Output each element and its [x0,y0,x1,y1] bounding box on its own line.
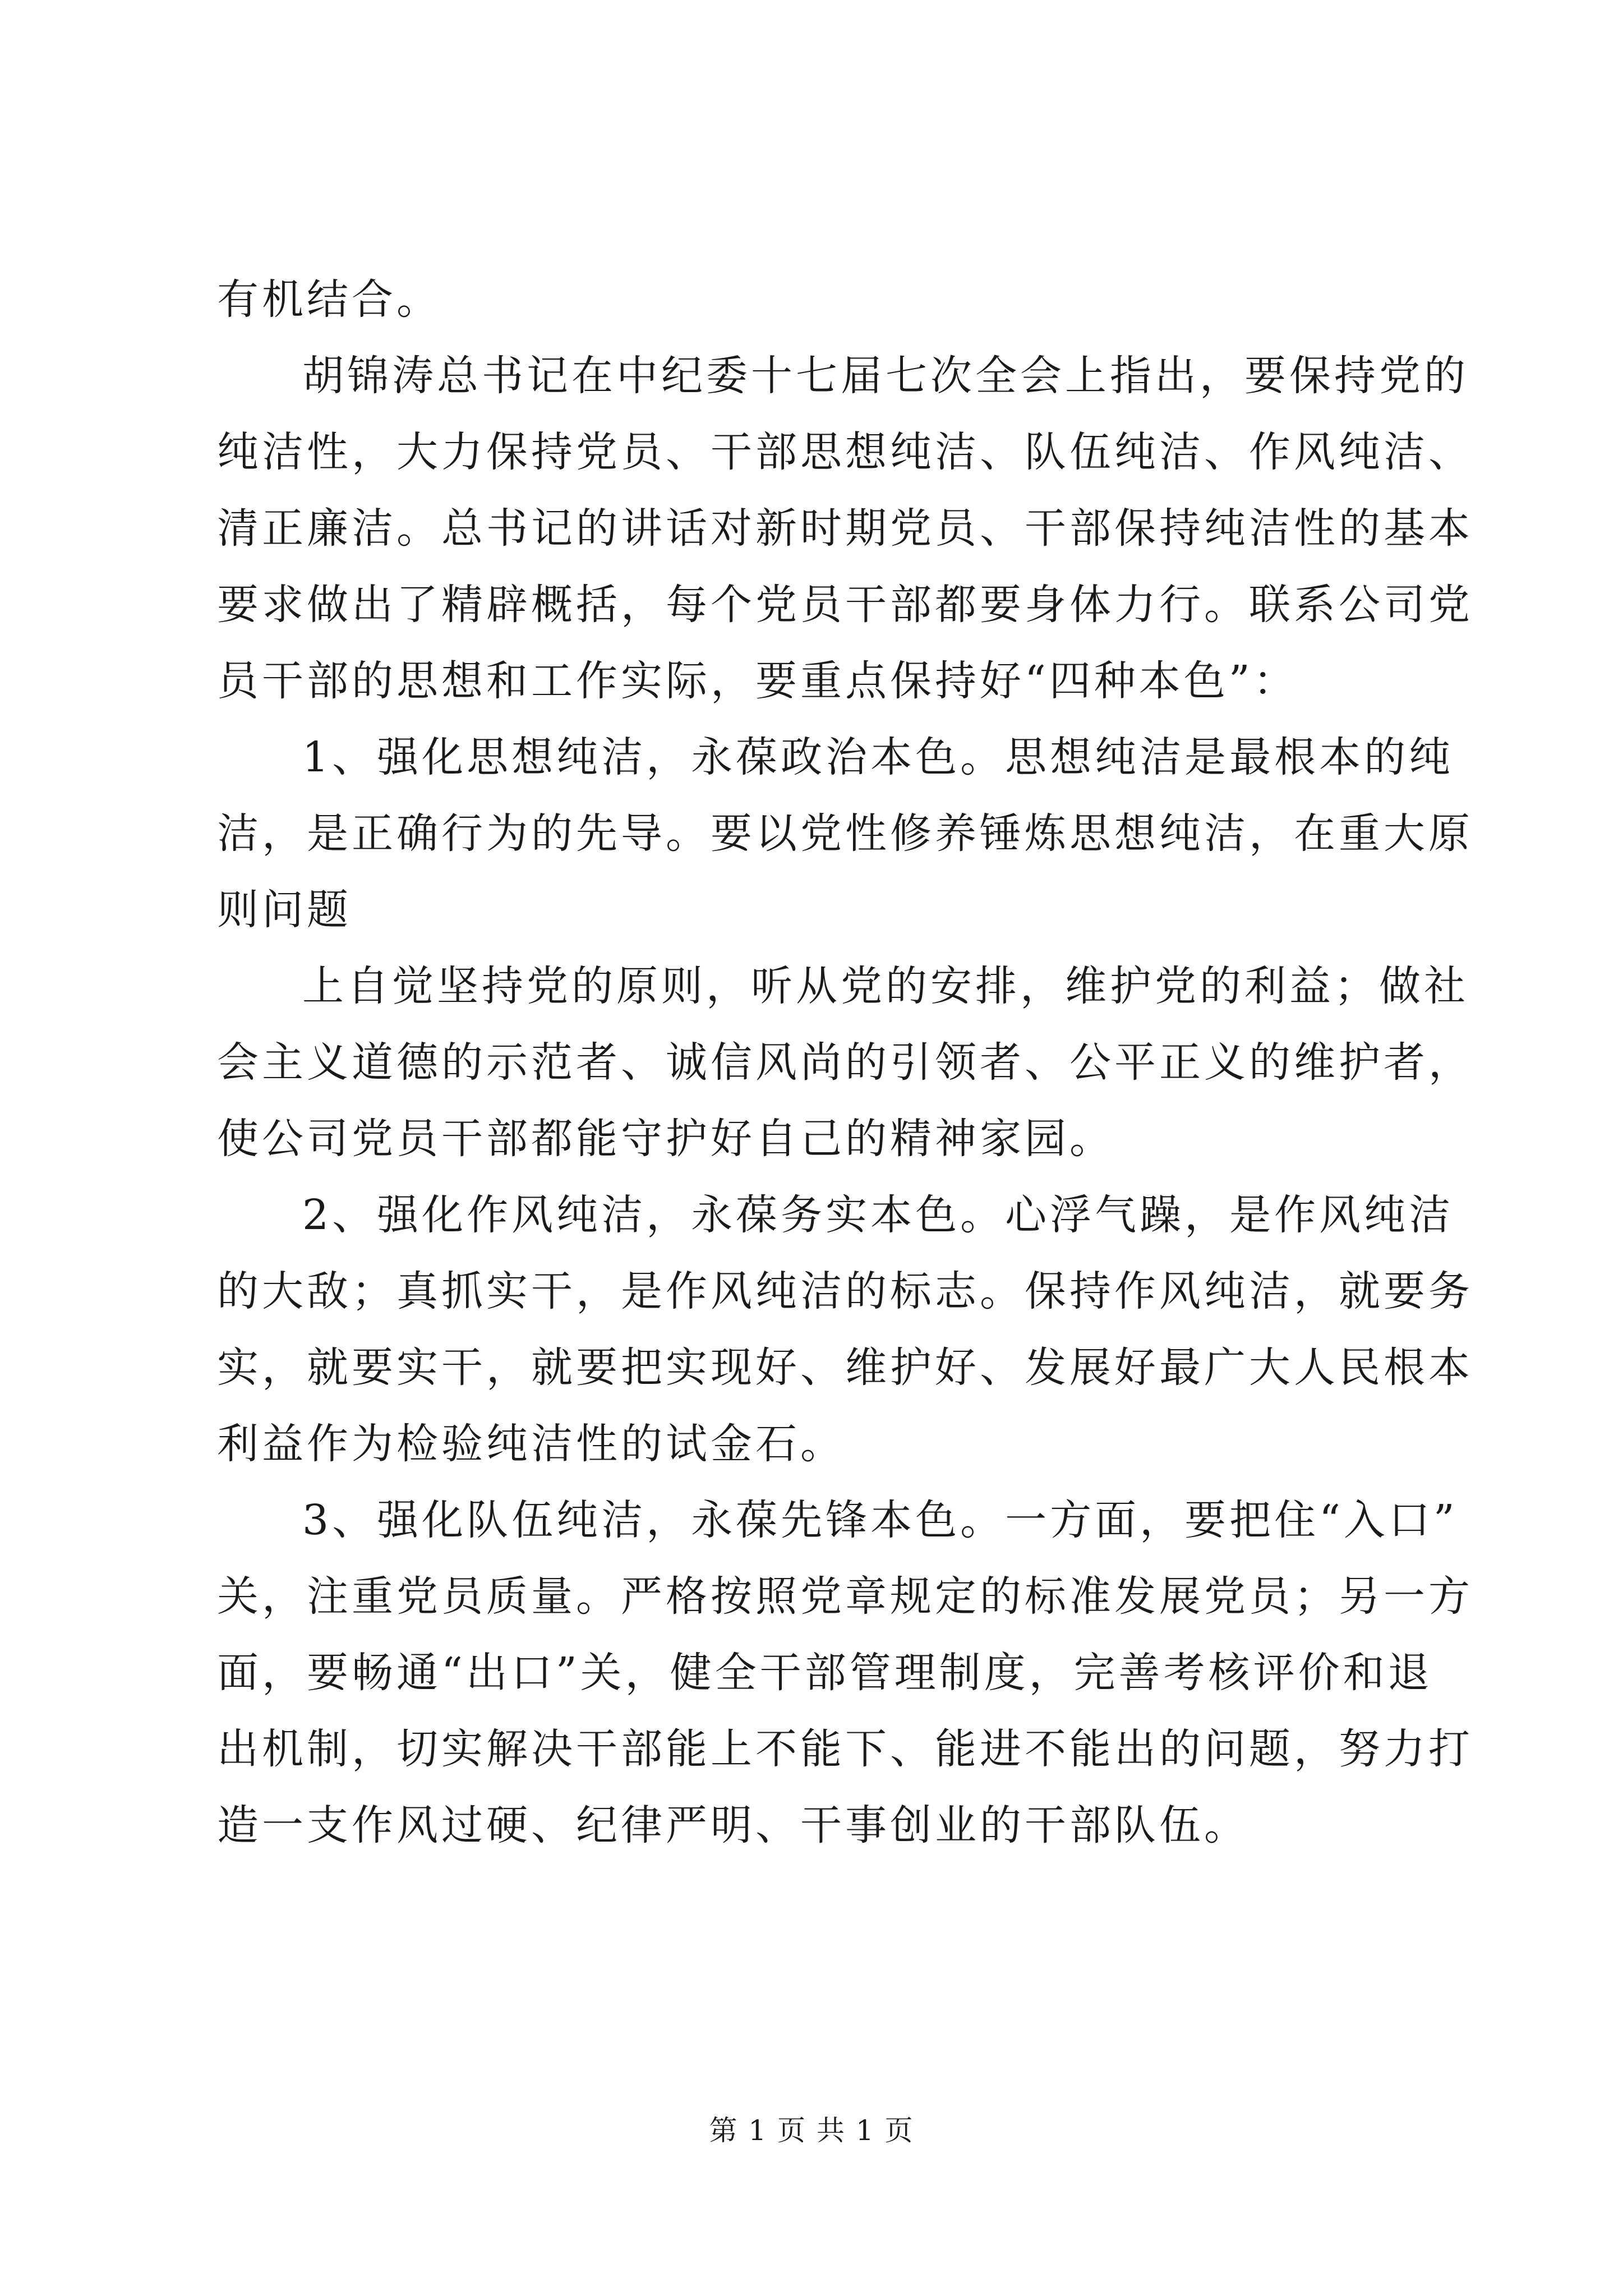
text-line: 员干部的思想和工作实际，要重点保持好“四种本色”： [217,657,1298,705]
text-line: 1、强化思想纯洁，永葆政治本色。思想纯洁是最根本的纯 [302,733,1454,781]
text-line: 使公司党员干部都能守护好自己的精神家园。 [217,1115,1114,1163]
text-line: 要求做出了精辟概括，每个党员干部都要身体力行。联系公司党 [217,581,1473,629]
text-line: 利益作为检验纯洁性的试金石。 [217,1420,845,1468]
text-line: 关，注重党员质量。严格按照党章规定的标准发展党员；另一方 [217,1572,1473,1621]
text-line: 面，要畅通“出口”关，健全干部管理制度，完善考核评价和退 [217,1649,1433,1697]
text-line: 纯洁性，大力保持党员、干部思想纯洁、队伍纯洁、作风纯洁、 [217,428,1473,476]
text-line: 实，就要实干，就要把实现好、维护好、发展好最广大人民根本 [217,1343,1473,1392]
document-body [217,261,1473,1864]
text-line: 出机制，切实解决干部能上不能下、能进不能出的问题，努力打 [217,1725,1473,1773]
text-line: 胡锦涛总书记在中纪委十七届七次全会上指出，要保持党的 [302,352,1469,400]
text-line: 有机结合。 [217,275,441,324]
text-line: 清正廉洁。总书记的讲话对新时期党员、干部保持纯洁性的基本 [217,504,1473,553]
text-line: 上自觉坚持党的原则，听从党的安排，维护党的利益；做社 [302,962,1469,1010]
text-line: 造一支作风过硬、纪律严明、干事创业的干部队伍。 [217,1801,1249,1849]
page-indicator: 第 1 页 共 1 页 [709,2114,914,2147]
text-line: 的大敌；真抓实干，是作风纯洁的标志。保持作风纯洁，就要务 [217,1267,1473,1315]
text-line: 2、强化作风纯洁，永葆务实本色。心浮气躁，是作风纯洁 [302,1191,1454,1239]
page-footer [0,2114,1623,2147]
text-line: 洁，是正确行为的先导。要以党性修养锤炼思想纯洁，在重大原 [217,809,1473,858]
text-line: 会主义道德的示范者、诚信风尚的引领者、公平正义的维护者， [217,1038,1473,1087]
text-line: 则问题 [217,886,352,934]
text-line: 3、强化队伍纯洁，永葆先锋本色。一方面，要把住“入口” [302,1496,1458,1544]
